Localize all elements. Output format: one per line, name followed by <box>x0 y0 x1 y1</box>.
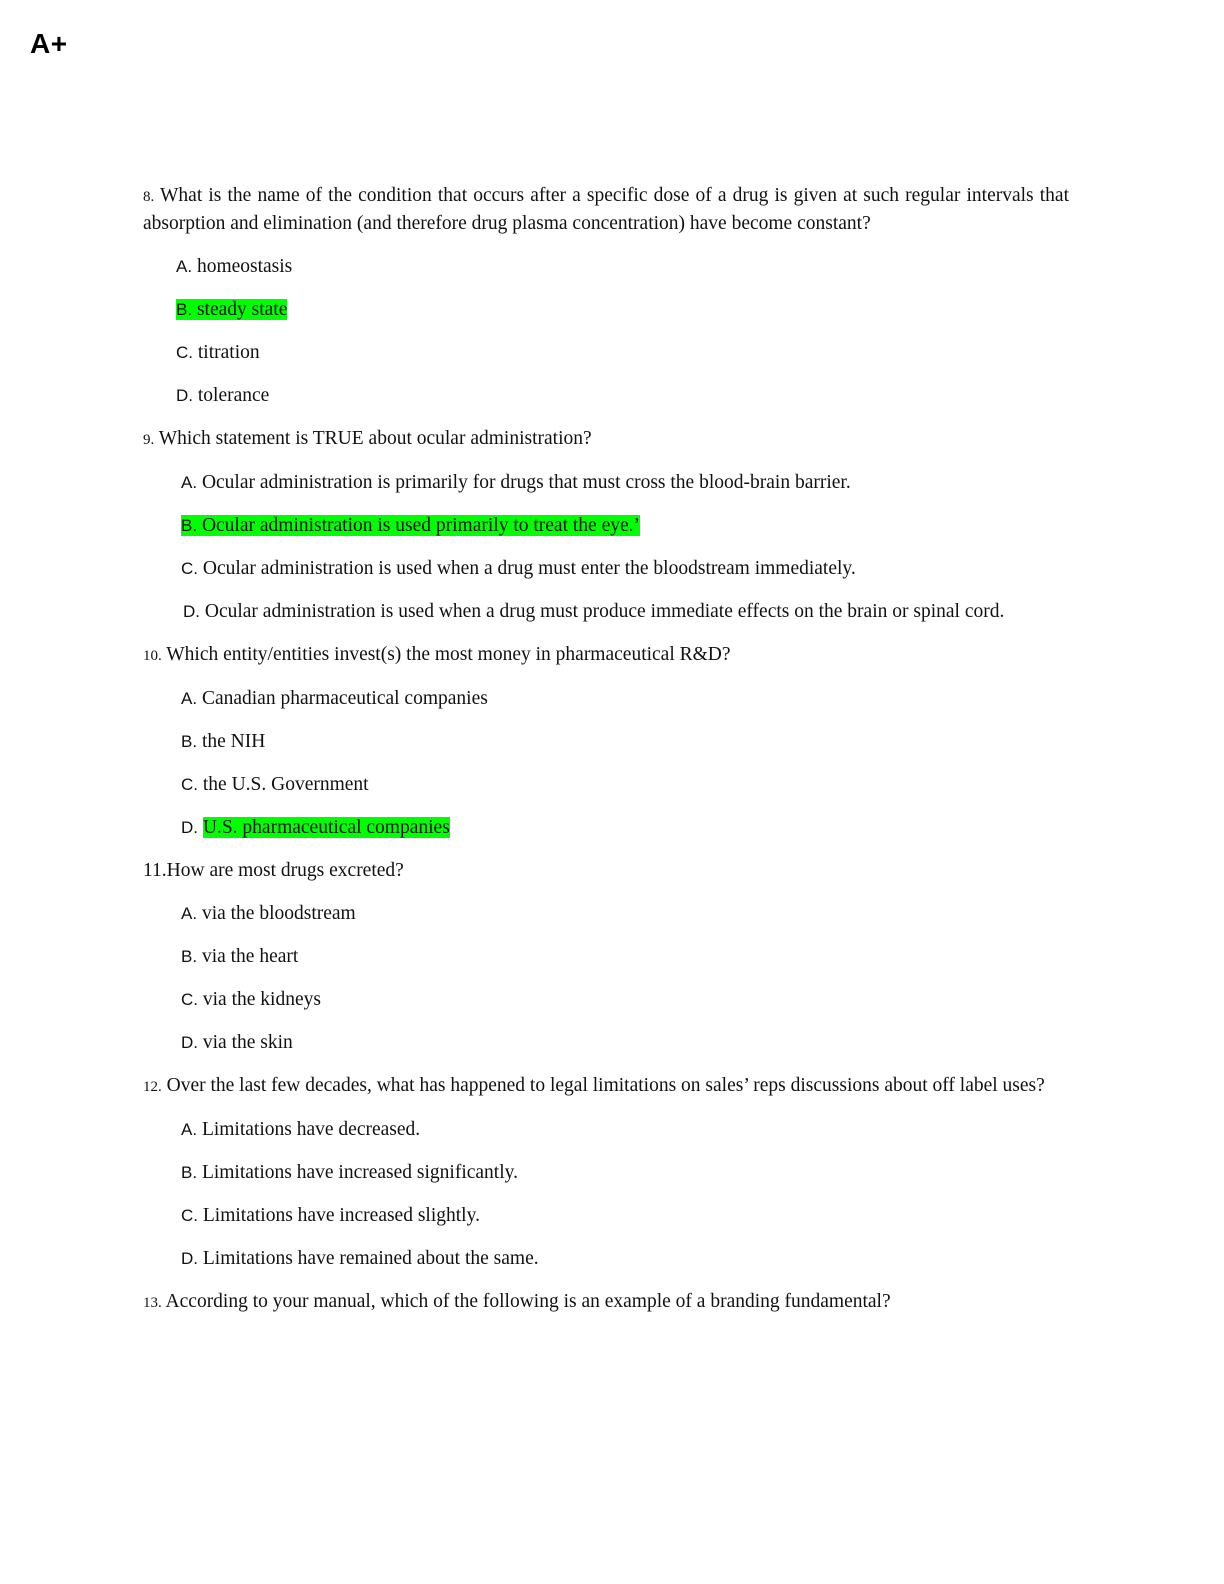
option-b-correct <box>143 513 1069 540</box>
question-prompt: Which entity/entities invest(s) the most money in pharmaceutical R&D? <box>161 643 731 665</box>
question-text <box>143 1073 1069 1101</box>
question-number: 13. <box>143 1294 162 1311</box>
option-c: C. Limitations have increased slightly. <box>181 1204 480 1226</box>
option-c: C. Ocular administration is used when a drug must enter the bloodstream immediately. <box>181 557 856 579</box>
option-c: C. via the kidneys <box>181 988 321 1010</box>
question-number: 9. <box>143 431 155 448</box>
answer-highlight: B. Ocular administration is used primarily to treat the eye.’ <box>181 514 641 536</box>
option-a: A. Canadian pharmaceutical companies <box>181 687 488 709</box>
question-prompt: How are most drugs excreted? <box>166 859 404 881</box>
question-number: 12. <box>143 1078 162 1095</box>
option-b: B. Limitations have increased significantly. <box>181 1161 518 1183</box>
question-text <box>143 642 1069 670</box>
option-a: A. homeostasis <box>176 255 293 277</box>
option-c: C. the U.S. Government <box>181 773 369 795</box>
question-11 <box>143 858 1069 1057</box>
question-13 <box>143 1289 1069 1317</box>
question-text <box>143 858 1069 885</box>
question-number: 11. <box>143 859 167 881</box>
question-prompt: Which statement is TRUE about ocular administration? <box>154 427 592 449</box>
option-d: D. Ocular administration is used when a drug must produce immediate effects on the brain or spinal cord. <box>183 600 1005 622</box>
question-number: 10. <box>143 647 162 664</box>
question-9 <box>143 426 1069 626</box>
question-10 <box>143 642 1069 842</box>
question-prompt: Over the last few decades, what has happened to legal limitations on sales’ reps discussions about off label uses? <box>161 1074 1045 1096</box>
option-a: A. via the bloodstream <box>181 902 356 924</box>
quiz-content <box>143 183 1069 1333</box>
question-prompt: According to your manual, which of the following is an example of a branding fundamental? <box>161 1290 891 1312</box>
option-b-correct <box>143 297 1069 324</box>
question-prompt: What is the name of the condition that occurs after a specific dose of a drug is given at such regular intervals that absorption and elimination (and therefore drug plasma concentration) have become constant? <box>143 185 1069 234</box>
option-d: D. tolerance <box>176 384 270 406</box>
option-c: C. titration <box>176 341 260 363</box>
option-d-correct: D. U.S. pharmaceutical companies <box>181 816 450 838</box>
option-d: D. Limitations have remained about the same. <box>181 1247 539 1269</box>
option-a: A. Limitations have decreased. <box>181 1118 421 1140</box>
question-number: 8. <box>143 189 155 205</box>
answer-highlight: U.S. pharmaceutical companies <box>202 816 450 838</box>
option-a: A. Ocular administration is primarily for drugs that must cross the blood-brain barrier. <box>181 471 851 493</box>
grade-mark: A+ <box>30 28 68 59</box>
question-12 <box>143 1073 1069 1273</box>
answer-highlight: B. steady state <box>176 298 288 320</box>
option-b: B. via the heart <box>181 945 299 967</box>
question-text <box>143 183 1069 237</box>
question-8 <box>143 183 1069 409</box>
question-text <box>143 426 1069 454</box>
option-d: D. via the skin <box>181 1031 293 1053</box>
option-b: B. the NIH <box>181 730 266 752</box>
question-text <box>143 1289 1069 1317</box>
